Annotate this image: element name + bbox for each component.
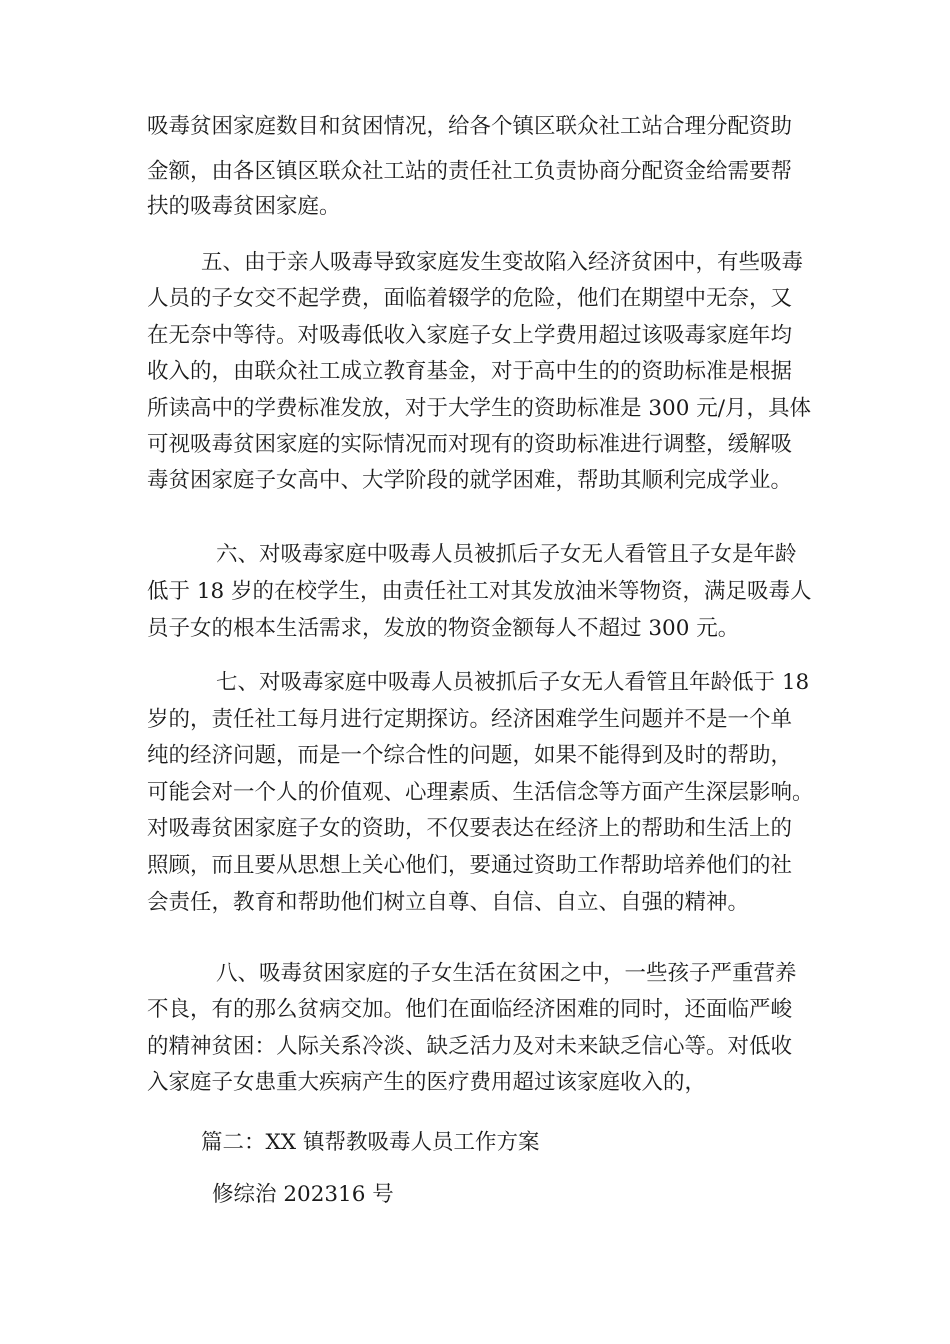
text-line: 人员的子女交不起学费，面临着辍学的危险，他们在期望中无奈，又 — [147, 286, 793, 311]
text-line: 金额，由各区镇区联众社工站的责任社工负责协商分配资金给需要帮 — [147, 159, 793, 184]
heading-line: 篇二：XX 镇帮教吸毒人员工作方案 — [201, 1130, 540, 1155]
text-line: 在无奈中等待。对吸毒低收入家庭子女上学费用超过该吸毒家庭年均 — [147, 323, 793, 348]
text-line: 会责任，教育和帮助他们树立自尊、自信、自立、自强的精神。 — [147, 890, 750, 915]
text-line: 可能会对一个人的价值观、心理素质、生活信念等方面产生深层影响。 — [147, 780, 814, 805]
text-line: 所读高中的学费标准发放，对于大学生的资助标准是 300 元/月，具体 — [147, 396, 811, 421]
text-line: 八、吸毒贫困家庭的子女生活在贫困之中，一些孩子严重营养 — [216, 961, 797, 986]
text-line: 对吸毒贫困家庭子女的资助，不仅要表达在经济上的帮助和生活上的 — [147, 816, 793, 841]
text-line: 毒贫困家庭子女高中、大学阶段的就学困难，帮助其顺利完成学业。 — [147, 468, 793, 493]
text-line: 入家庭子女患重大疾病产生的医疗费用超过该家庭收入的， — [147, 1070, 707, 1095]
text-line: 的精神贫困：人际关系冷淡、缺乏活力及对未来缺乏信心等。对低收 — [147, 1034, 793, 1059]
text-line: 七、对吸毒家庭中吸毒人员被抓后子女无人看管且年龄低于 18 — [216, 670, 810, 695]
text-line: 六、对吸毒家庭中吸毒人员被抓后子女无人看管且子女是年龄 — [216, 542, 797, 567]
text-line: 收入的，由联众社工成立教育基金，对于高中生的的资助标准是根据 — [147, 359, 793, 384]
text-line: 低于 18 岁的在校学生，由责任社工对其发放油米等物资，满足吸毒人 — [147, 579, 812, 604]
text-line: 照顾，而且要从思想上关心他们，要通过资助工作帮助培养他们的社 — [147, 853, 793, 878]
text-line: 扶的吸毒贫困家庭。 — [147, 194, 341, 219]
text-line: 不良，有的那么贫病交加。他们在面临经济困难的同时，还面临严峻 — [147, 997, 793, 1022]
text-line: 员子女的根本生活需求，发放的物资金额每人不超过 300 元。 — [147, 616, 740, 641]
docnum-line: 修综治 202316 号 — [212, 1182, 394, 1207]
text-line: 吸毒贫困家庭数目和贫困情况，给各个镇区联众社工站合理分配资助 — [147, 114, 793, 139]
text-line: 纯的经济问题，而是一个综合性的问题，如果不能得到及时的帮助， — [147, 743, 793, 768]
text-line: 可视吸毒贫困家庭的实际情况而对现有的资助标准进行调整，缓解吸 — [147, 432, 793, 457]
text-line: 岁的，责任社工每月进行定期探访。经济困难学生问题并不是一个单 — [147, 707, 793, 732]
text-line: 五、由于亲人吸毒导致家庭发生变故陷入经济贫困中，有些吸毒 — [201, 250, 804, 275]
